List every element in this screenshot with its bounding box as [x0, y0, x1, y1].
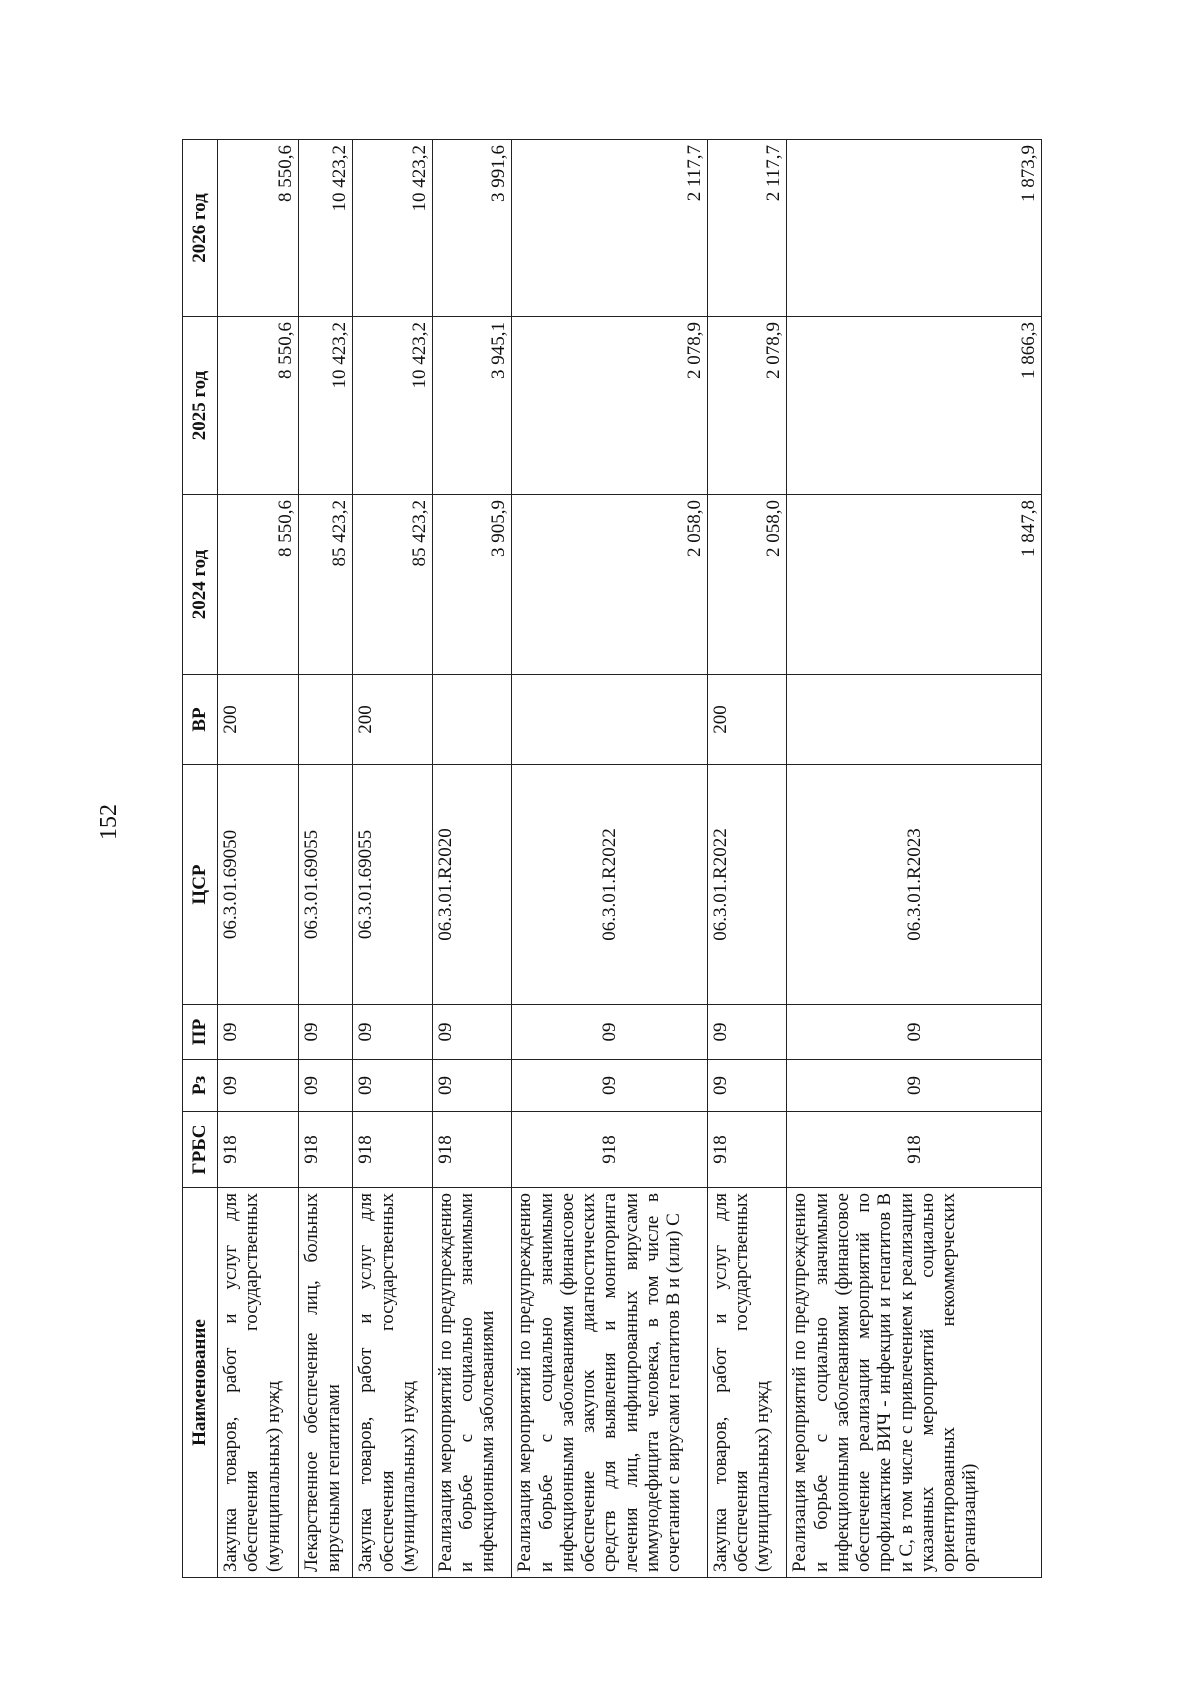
row-value-2025: 1 866,3 — [787, 317, 1042, 495]
row-csr: 06.3.01.69055 — [299, 765, 353, 1005]
header-rz: Рз — [183, 1060, 218, 1112]
table-row — [218, 140, 299, 1578]
row-csr: 06.3.01.69055 — [353, 765, 432, 1005]
table-row — [787, 140, 1042, 1578]
header-year-2024: 2024 год — [183, 495, 218, 675]
row-rz: 09 — [512, 1060, 708, 1112]
row-vr — [299, 675, 353, 765]
row-csr: 06.3.01.69050 — [218, 765, 299, 1005]
row-grbs: 918 — [512, 1112, 708, 1188]
row-pr: 09 — [299, 1005, 353, 1060]
row-value-2026: 8 550,6 — [218, 140, 299, 317]
row-vr: 200 — [707, 675, 786, 765]
row-pr: 09 — [707, 1005, 786, 1060]
row-grbs: 918 — [787, 1112, 1042, 1188]
row-pr: 09 — [432, 1005, 511, 1060]
table-row — [512, 140, 708, 1578]
row-value-2024: 2 058,0 — [707, 495, 786, 675]
table-row — [432, 140, 511, 1578]
row-name: Лекарственное обеспечение лиц, больных вирусными гепатитами — [299, 1188, 353, 1578]
row-value-2025: 10 423,2 — [353, 317, 432, 495]
row-value-2026: 10 423,2 — [353, 140, 432, 317]
row-name: Реализация мероприятий по предупреждению и борьбе с социально значимыми инфекционными заболеваниями (финансовое обеспечение реализации мероприятий по профилактике ВИЧ - инфекции и гепатитов B и C, в том числе с привлечением к реализации указанных мероприятий социально ориентированных некоммерческих организаций) — [787, 1188, 1042, 1578]
row-rz: 09 — [299, 1060, 353, 1112]
row-value-2024: 85 423,2 — [299, 495, 353, 675]
row-grbs: 918 — [353, 1112, 432, 1188]
row-value-2025: 10 423,2 — [299, 317, 353, 495]
row-value-2026: 1 873,9 — [787, 140, 1042, 317]
row-name: Закупка товаров, работ и услуг для обеспечения государственных (муниципальных) нужд — [353, 1188, 432, 1578]
row-value-2024: 85 423,2 — [353, 495, 432, 675]
row-value-2025: 3 945,1 — [432, 317, 511, 495]
row-name: Реализация мероприятий по предупреждению и борьбе с социально значимыми инфекционными заболеваниями — [432, 1188, 511, 1578]
page-number: 152 — [96, 804, 122, 840]
table-header-row — [183, 140, 218, 1578]
header-grbs: ГРБС — [183, 1112, 218, 1188]
row-value-2024: 1 847,8 — [787, 495, 1042, 675]
row-value-2024: 8 550,6 — [218, 495, 299, 675]
row-name: Закупка товаров, работ и услуг для обеспечения государственных (муниципальных) нужд — [218, 1188, 299, 1578]
header-vr: ВР — [183, 675, 218, 765]
header-pr: ПР — [183, 1005, 218, 1060]
row-vr: 200 — [353, 675, 432, 765]
row-value-2024: 2 058,0 — [512, 495, 708, 675]
budget-table-container — [182, 140, 1042, 1578]
row-pr: 09 — [353, 1005, 432, 1060]
row-name: Реализация мероприятий по предупреждению и борьбе с социально значимыми инфекционными заболеваниями (финансовое обеспечение закупок диагностических средств для выявления и мониторинга лечения лиц, инфицированных вирусами иммунодефицита человека, в том числе в сочетании с вирусами гепатитов B и (или) C — [512, 1188, 708, 1578]
row-value-2026: 2 117,7 — [707, 140, 786, 317]
row-grbs: 918 — [299, 1112, 353, 1188]
row-rz: 09 — [787, 1060, 1042, 1112]
row-rz: 09 — [218, 1060, 299, 1112]
row-rz: 09 — [432, 1060, 511, 1112]
row-csr: 06.3.01.R2022 — [707, 765, 786, 1005]
row-csr: 06.3.01.R2023 — [787, 765, 1042, 1005]
row-vr: 200 — [218, 675, 299, 765]
header-name: Наименование — [183, 1188, 218, 1578]
table-row — [353, 140, 432, 1578]
row-pr: 09 — [787, 1005, 1042, 1060]
row-grbs: 918 — [218, 1112, 299, 1188]
table-row — [299, 140, 353, 1578]
row-csr: 06.3.01.R2022 — [512, 765, 708, 1005]
row-rz: 09 — [707, 1060, 786, 1112]
budget-table — [182, 139, 1042, 1578]
header-csr: ЦСР — [183, 765, 218, 1005]
row-value-2025: 8 550,6 — [218, 317, 299, 495]
header-year-2026: 2026 год — [183, 140, 218, 317]
row-pr: 09 — [218, 1005, 299, 1060]
row-value-2026: 10 423,2 — [299, 140, 353, 317]
row-value-2024: 3 905,9 — [432, 495, 511, 675]
row-name: Закупка товаров, работ и услуг для обеспечения государственных (муниципальных) нужд — [707, 1188, 786, 1578]
row-pr: 09 — [512, 1005, 708, 1060]
row-value-2025: 2 078,9 — [512, 317, 708, 495]
row-csr: 06.3.01.R2020 — [432, 765, 511, 1005]
row-value-2026: 3 991,6 — [432, 140, 511, 317]
row-value-2025: 2 078,9 — [707, 317, 786, 495]
row-grbs: 918 — [432, 1112, 511, 1188]
table-row — [707, 140, 786, 1578]
header-year-2025: 2025 год — [183, 317, 218, 495]
row-value-2026: 2 117,7 — [512, 140, 708, 317]
row-vr — [432, 675, 511, 765]
row-vr — [512, 675, 708, 765]
row-rz: 09 — [353, 1060, 432, 1112]
row-vr — [787, 675, 1042, 765]
row-grbs: 918 — [707, 1112, 786, 1188]
